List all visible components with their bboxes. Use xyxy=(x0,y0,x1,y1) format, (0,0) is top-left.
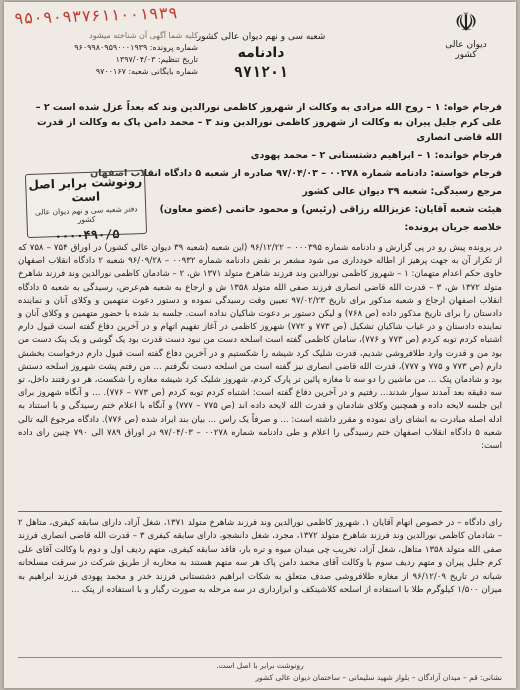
section-divider xyxy=(18,511,502,512)
emblem-label: دیوان عالی کشور xyxy=(445,40,487,60)
court-verdict xyxy=(18,517,502,597)
emblem-icon: ☫ xyxy=(454,8,478,38)
reviewing-authority: مرجع رسیدگی: شعبه ۳۹ دیوان عالی کشور xyxy=(302,186,502,197)
case-number: شماره پرونده: ۹۶۰۹۹۸۰۹۵۹۰۰۰۱۹۳۹ xyxy=(74,43,198,52)
certified-copy-stamp xyxy=(25,170,147,244)
summary-paragraph: در پرونده پیش رو در پی گزارش و دادنامه شماره ۰۰۰۳۹۵ – ۹۶/۱۲/۲۲ (این شعبه (شعبه ۳۹ دیوان عالی کشور) در اوراق ۷۵۴ – ۷۵۸ که از تکرار آن به جهت پرهیز از اطاله خودداری می شود مشعر بر نقض دادنامه شماره ۰۰۹۳۲ – ۹۶/۰۹/۲۸ شعبه ۲ دادگاه انقلاب اصفهان حاوی حکم اعدام متهمان: ۱ – شهروز کاظمی نورالدین وند فرزند شاهرخ متولد ۱۳۷۱ ش، ۲ – شادمان کاظمی نورالدین وند فرزند شاهرخ متولد ۱۳۷۲ ش، ۳ – قدرت الله قاضی انصاری فرزند صفی الله متولد ۱۳۵۸ ش و ارجاع به شعبه هم‌عرض، رسیدگی به شعبه ۵ دادگاه انقلاب اصفهان ارجاع و شعبه مذکور برای تاریخ ۹۷/۰۲/۲۳ تعیین وقت رسیدگی نموده و دستور دعوت متهمین و وکلای آنان و نماینده دادستان را برای تاریخ مذکور داده (ص ۷۶۸) و لیکن دستور بر دعوت شاکیان نداده است. جلسه بد شده با حضور متهمین و وکلای آنان و نماینده دادستان و در غیاب شاکیان تشکیل (ص ۷۷۳ و ۷۷۲) شهروز کاظمی در آغاز تفهیم اتهام و در آخرین دفاع گفته است قبول دارم اشتباه کردم توبه کردم (ص ۷۷۳ و ۷۷۶)، سامان کاظمی گفته است اسلحه دست من نبود دست قدرت بود یک گوشی و یک پنک دست من بود من و قدرت وارد طلافروشی شدیم، قدرت شلیک کرد شیشه را شکستیم و در آخرین دفاع گفته است قبول دارم درخواست بخشش دارم (ص ۷۷۳ و ۷۷۵ و ۷۷۷)، قدرت الله قاضی انصاری نیز گفته است من اسلحه دست نگرفتم ... من رفتم پشت شهروز اسلحه دستش بود و شادمان پتک ... من ماشین را دو سه تا مغازه پائین تر پارک کردم، شهروز شلیک کرد شیشه مغازه را شکست، هر دو رفتند داخل، تو سه دقیقه بعد آمدند سوار شدند... رفتیم و در آخرین دفاع گفته است: اشتباه کردم توبه کردم (ص ۷۷۳ – ۷۷۶). ... و آنگاه شهروز برای این جلسه لایحه داده و همچنین وکلای شادمان و قدرت الله لایحه داده اند (ص ۷۷۵ – ۷۷۷) و آنگاه با اعلام ختم رسیدگی و با استناد به ادله اصله مبادرت به انشای رای نموده و مقرر داشته است: ... و صرفاً یک راس ... بیان بند ایراد شده (ص ۷۷۶). دادگاه مرجوع الیه تالی شعبه ۵ دادگاه انقلاب اصفهان ختم رسیدگی را اعلام و طی دادنامه شماره ۰۰۲۷۸ – ۹۷/۰۴/۰۳ در اوراق ۷۸۹ الی ۷۹۰ چنین رای داده است: xyxy=(18,243,503,452)
case-details xyxy=(18,30,198,78)
judiciary-emblem xyxy=(436,8,496,60)
document-number: ۹۷۱۲۰۱ xyxy=(233,63,289,81)
summary-heading: خلاصه جریان پرونده: xyxy=(404,222,502,233)
page-footer xyxy=(18,657,502,684)
document-header xyxy=(176,32,346,81)
stamp-title: رونوشت برابر اصل است xyxy=(28,174,143,205)
footer-address: نشانی: قم – میدان آزادگان – بلوار شهید سلیمانی – ساختمان دیوان عالی کشور xyxy=(255,673,502,682)
stamp-number: ۰۰۰۰۴۹۰/۵ xyxy=(54,226,120,244)
footer-certification: رونوشت برابر با اصل است. xyxy=(216,661,304,670)
handwritten-tracking-number: ۹۵۰۹۰۹۳۷۶۱۱۰۰۱۹۳۹ xyxy=(13,3,179,28)
stamp-subtitle: دفتر شعبه سی و نهم دیوان عالی کشور xyxy=(34,204,138,225)
issue-date: تاریخ تنظیم: ۱۳۹۷/۰۴/۰۳ xyxy=(115,55,198,64)
verdict-paragraph: رای دادگاه – در خصوص اتهام آقایان ۱. شهروز کاظمی نورالدین وند فرزند شاهرخ متولد ۱۳۷۱، شغل آزاد، دارای سابقه کیفری، متاهل ۲ – شادمان کاظمی نورالدین وند فرزند شاهرخ متولد ۱۳۷۲، مجرد، شغل دانشجو، دارای سابقه کیفری ۳ – قدرت الله قاضی انصاری فرزند صفی الله متولد ۱۳۵۸ متاهل، شغل آزاد، تخریب چی میدان میوه و تره بار، فاقد سابقه کیفری، متهم ردیف اول و دوم با وکالت آقای علی کرم جلیل پیران و متهم ردیف سوم با وکالت آقای محمد دامن پاک هر سه متهم هستند به محاربه از طریق شرکت در سرقت مسلحانه شبانه در تاریخ ۹۶/۱۲/۰۹ از مغازه طلافروشی صدف متعلق به شکات ابراهیم دشتستانی فرزند خدر و محمد پهودی فرزند ابراهیم به میزان ۱/۵۰۰ کیلوگرم طلا با استفاده از اسلحه کلاشینکف و ابزارداری در سه مرحله به صورت رگبار و با استفاده از پتک ... xyxy=(18,518,502,596)
case-summary xyxy=(18,242,502,453)
branch-name: شعبه سی و نهم دیوان عالی کشور xyxy=(196,32,326,42)
archive-number: شماره بایگانی شعبه: ۹۷۰۰۱۶۷ xyxy=(95,67,198,76)
respondents: فرجام خوانده: ۱ – ابراهیم دشتستانی ۲ – محمد پهودی xyxy=(250,150,502,161)
document-page xyxy=(4,2,516,688)
notice-text: کلیه شما آگهی آن شناخته میشود xyxy=(89,31,198,40)
appellants: فرجام خواه: ۱ – روح الله مرادی به وکالت از شهروز کاظمی نورالدین وند که بعداً عزل شده است ۲ – علی کرم جلیل پیران به وکالت از شهروز کاظمی نورالدین وند ۳ – محمد دامن پاک به وکالت از قدرت الله قاضی انصاری xyxy=(35,102,502,143)
appeal-subject: فرجام خواسته: دادنامه شماره ۰۰۲۷۸ – ۹۷/۰۴/۰۳ صادره از شعبه ۵ دادگاه انقلاب اصفهان xyxy=(90,168,502,179)
court-panel: هیئت شعبه آقایان: عزیزالله رزاقی (رئیس) و محمود حاتمی (عضو معاون) xyxy=(159,204,502,215)
document-title: دادنامه xyxy=(237,45,285,61)
